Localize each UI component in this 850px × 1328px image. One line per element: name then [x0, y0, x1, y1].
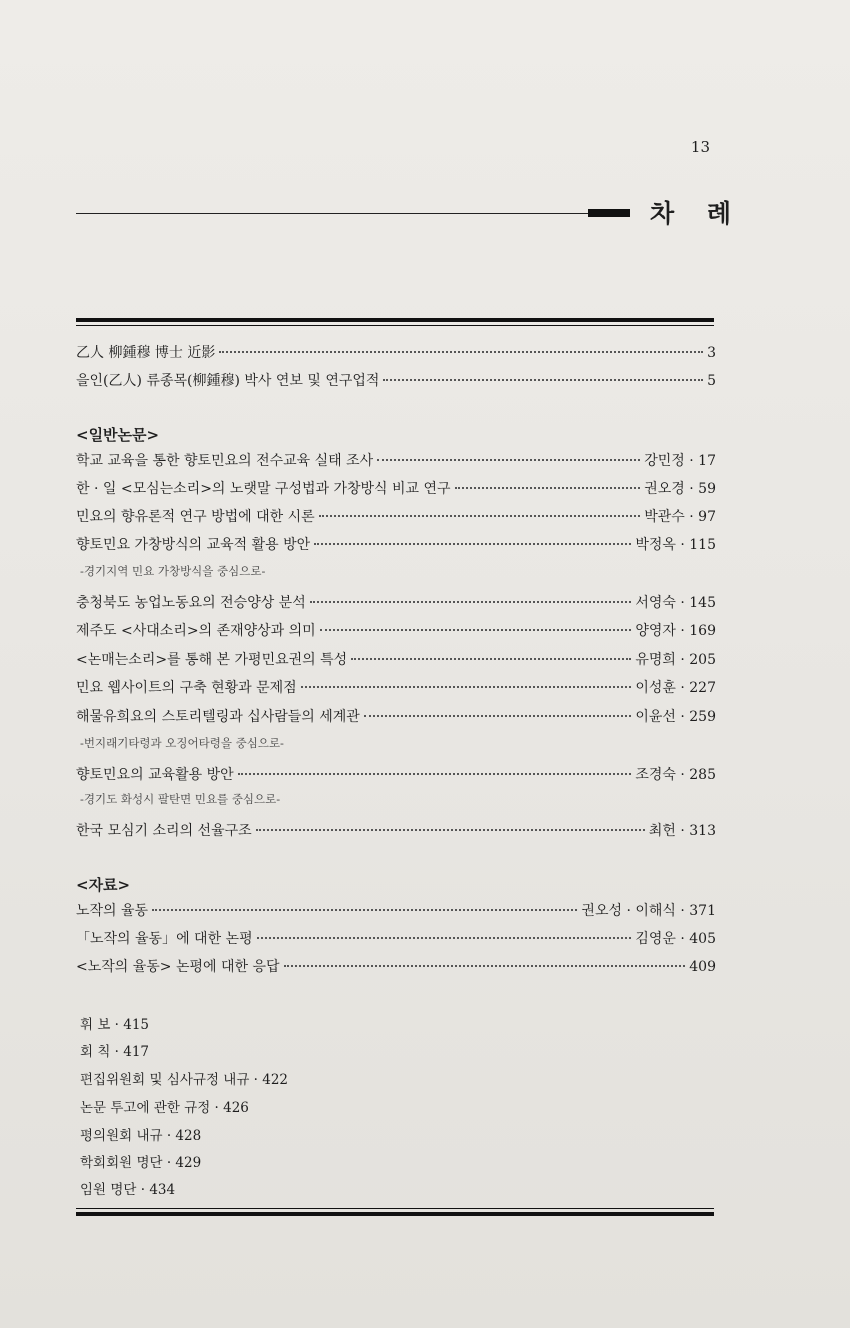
toc-entry-author-page: 조경숙 · 285 [635, 767, 716, 783]
bottom-double-rule-thin [76, 1208, 714, 1209]
toc-entry[interactable] [76, 649, 716, 671]
page-number: 13 [690, 138, 710, 156]
leader-dots [377, 459, 640, 461]
toc-entry-author-page: 박관수 · 97 [644, 509, 716, 525]
toc-entry-title: 을인(乙人) 류종목(柳鍾穆) 박사 연보 및 연구업적 [76, 373, 380, 389]
toc-entry[interactable] [76, 706, 716, 728]
toc-entry[interactable] [76, 534, 716, 556]
toc-entry-title: 향토민요 가창방식의 교육적 활용 방안 [76, 537, 311, 553]
toc-entry-title: 乙人 柳鍾穆 博士 近影 [76, 345, 216, 361]
misc-entry[interactable]: 학회회원 명단 · 429 [80, 1155, 202, 1171]
section-heading: <일반논문> [76, 426, 160, 444]
toc-entry-subtitle: -경기도 화성시 팔탄면 민요를 중심으로- [80, 792, 281, 806]
toc-entry[interactable] [76, 478, 716, 500]
leader-dots [364, 715, 632, 717]
toc-entry-title: 민요의 향유론적 연구 방법에 대한 시론 [76, 509, 315, 525]
toc-entry-title: 민요 웹사이트의 구축 현황과 문제점 [76, 680, 297, 696]
leader-dots [319, 515, 641, 517]
leader-dots [310, 601, 632, 603]
leader-dots [301, 686, 632, 688]
toc-entry-title: 한 · 일 <모심는소리>의 노랫말 구성법과 가창방식 비교 연구 [76, 481, 451, 497]
toc-entry-title: <논매는소리>를 통해 본 가평민요권의 특성 [76, 652, 348, 668]
leader-dots [238, 773, 632, 775]
toc-entry[interactable] [76, 764, 716, 786]
toc-entry-author-page: 박정옥 · 115 [635, 537, 716, 553]
leader-dots [383, 379, 703, 381]
toc-entry-title: 한국 모심기 소리의 선율구조 [76, 823, 252, 839]
misc-entry[interactable]: 논문 투고에 관한 규정 · 426 [80, 1100, 249, 1116]
leader-dots [219, 351, 703, 353]
misc-entry[interactable]: 평의원회 내규 · 428 [80, 1128, 202, 1144]
toc-entry[interactable] [76, 506, 716, 528]
leader-dots [284, 965, 686, 967]
toc-entry-author-page: 이성훈 · 227 [635, 680, 716, 696]
misc-entry[interactable]: 임원 명단 · 434 [80, 1182, 176, 1198]
title-rule [76, 213, 596, 214]
toc-entry-author-page: 최헌 · 313 [648, 823, 716, 839]
leader-dots [351, 658, 631, 660]
leader-dots [320, 629, 632, 631]
title-rule-bar [588, 209, 630, 217]
leader-dots [256, 829, 645, 831]
toc-entry-subtitle: -경기지역 민요 가창방식을 중심으로- [80, 564, 266, 578]
leader-dots [455, 487, 641, 489]
toc-entry-author-page: 유명희 · 205 [635, 652, 716, 668]
toc-entry-title: 충청북도 농업노동요의 전승양상 분석 [76, 595, 306, 611]
toc-entry-title: 노작의 율동 [76, 903, 149, 919]
toc-entry-page: 3 [707, 345, 716, 361]
misc-entry[interactable]: 휘 보 · 415 [80, 1017, 150, 1033]
toc-entry-author-page: 김영운 · 405 [635, 931, 716, 947]
toc-entry-title: 향토민요의 교육활용 방안 [76, 767, 234, 783]
toc-entry[interactable] [76, 956, 716, 978]
toc-entry-title: 제주도 <사대소리>의 존재양상과 의미 [76, 623, 316, 639]
toc-entry[interactable] [76, 928, 716, 950]
toc-entry-author-page: 서영숙 · 145 [635, 595, 716, 611]
toc-entry[interactable] [76, 370, 716, 392]
toc-entry[interactable] [76, 450, 716, 472]
toc-entry-author-page: 409 [689, 959, 716, 975]
misc-entry[interactable]: 회 칙 · 417 [80, 1044, 150, 1060]
toc-entry-subtitle: -번지래기타령과 오징어타령을 중심으로- [80, 736, 284, 750]
leader-dots [152, 909, 577, 911]
toc-entry-author-page: 강민정 · 17 [644, 453, 716, 469]
top-double-rule-thick [76, 318, 714, 322]
toc-entry-title: 해물유희요의 스토리텔링과 십사람들의 세계관 [76, 709, 360, 725]
toc-entry-author-page: 양영자 · 169 [635, 623, 716, 639]
bottom-double-rule-thick [76, 1212, 714, 1216]
toc-entry[interactable] [76, 900, 716, 922]
top-double-rule-thin [76, 325, 714, 326]
leader-dots [314, 543, 631, 545]
toc-entry-author-page: 권오경 · 59 [644, 481, 716, 497]
page-title: 차 례 [650, 199, 744, 228]
leader-dots [257, 937, 632, 939]
toc-entry-title: 「노작의 율동」에 대한 논평 [76, 931, 253, 947]
toc-entry-page: 5 [707, 373, 716, 389]
toc-entry[interactable] [76, 342, 716, 364]
section-heading: <자료> [76, 876, 131, 894]
toc-entry[interactable] [76, 592, 716, 614]
toc-entry-author-page: 권오성 · 이해식 · 371 [581, 903, 716, 919]
toc-entry-title: <노작의 율동> 논평에 대한 응답 [76, 959, 280, 975]
toc-entry[interactable] [76, 820, 716, 842]
toc-entry-author-page: 이윤선 · 259 [635, 709, 716, 725]
toc-entry[interactable] [76, 677, 716, 699]
toc-entry-title: 학교 교육을 통한 향토민요의 전수교육 실태 조사 [76, 453, 374, 469]
toc-entry[interactable] [76, 620, 716, 642]
misc-entry[interactable]: 편집위원회 및 심사규정 내규 · 422 [80, 1072, 289, 1088]
